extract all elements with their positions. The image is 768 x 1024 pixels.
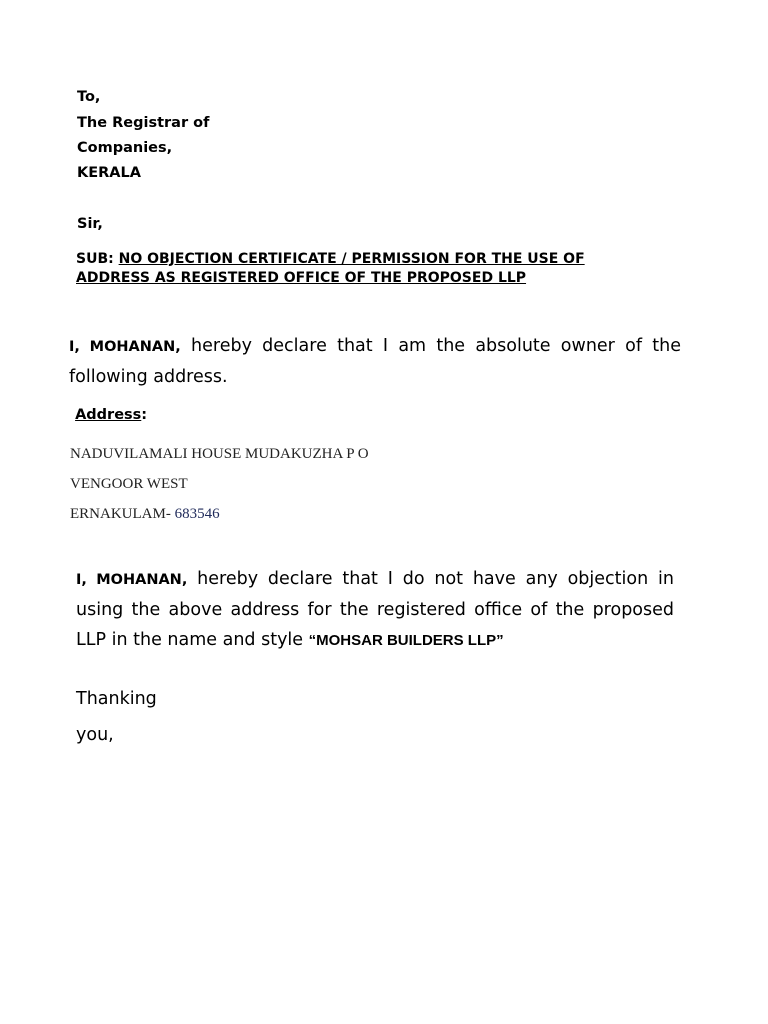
subject-line (76, 250, 716, 288)
ownership-declaration-text: hereby declare that I am the absolute owner of the following address. (69, 336, 681, 387)
recipient-state: KERALA (77, 165, 141, 181)
subject-prefix: SUB: (76, 251, 114, 267)
ownership-declaration (69, 331, 681, 392)
recipient-registrar: The Registrar of (77, 115, 210, 131)
address-label (70, 407, 147, 423)
declarant-name-2: I, MOHANAN, (76, 572, 188, 588)
llp-name: “MOHSAR BUILDERS LLP” (308, 632, 504, 649)
closing-thanking: Thanking (76, 689, 157, 709)
recipient-to: To, (77, 89, 101, 105)
recipient-companies: Companies, (77, 140, 173, 156)
address-pincode: 683546 (174, 506, 220, 522)
salutation: Sir, (77, 216, 103, 232)
declarant-name: I, MOHANAN, (69, 339, 181, 355)
no-objection-declaration (76, 564, 674, 656)
address-line-2: VENGOOR WEST (70, 476, 188, 492)
subject-title-line2: ADDRESS AS REGISTERED OFFICE OF THE PROPOSED LLP (76, 270, 527, 286)
no-objection-declaration-text: hereby declare that I do not have any objection in using the above address for the registered office of the proposed LLP in the name and style (76, 569, 674, 650)
subject-title-line1: NO OBJECTION CERTIFICATE / PERMISSION FOR THE USE OF (118, 251, 585, 267)
address-label-colon: : (141, 407, 148, 423)
address-line-3 (70, 505, 220, 523)
address-label-text: Address (75, 407, 142, 423)
address-city: ERNAKULAM- (70, 506, 171, 522)
closing-you: you, (76, 725, 114, 745)
address-line-1: NADUVILAMALI HOUSE MUDAKUZHA P O (70, 446, 369, 462)
